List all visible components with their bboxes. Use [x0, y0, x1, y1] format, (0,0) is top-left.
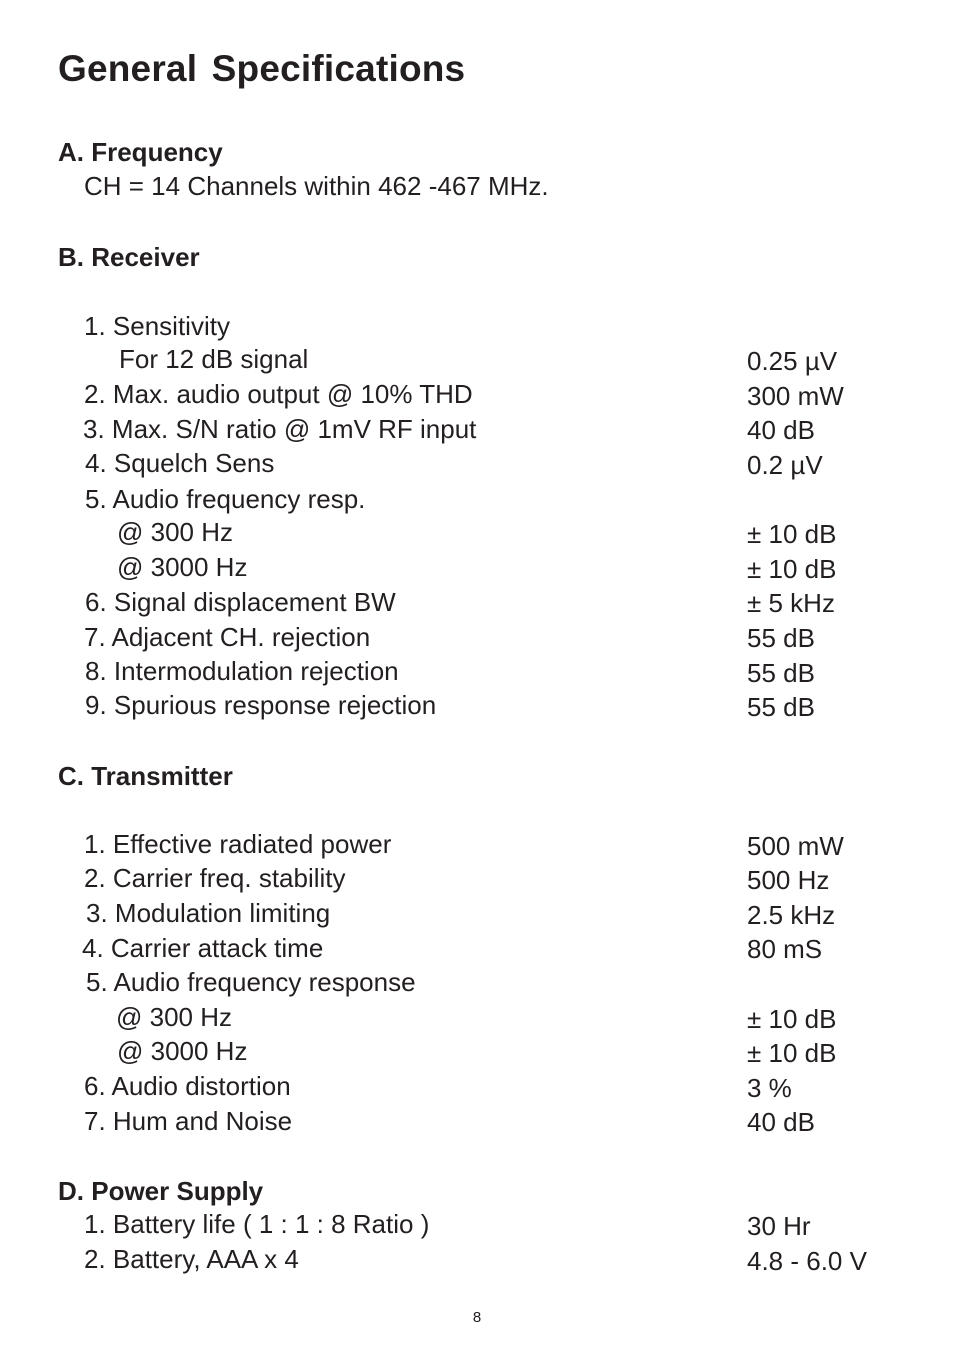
- transmitter-heading: C. Transmitter: [58, 761, 233, 791]
- power-battery-life-value: 30 Hr: [747, 1211, 811, 1241]
- receiver-adjacent-value: 55 dB: [747, 623, 815, 653]
- receiver-sensitivity-sub-label: For 12 dB signal: [119, 344, 309, 374]
- power-battery-value: 4.8 - 6.0 V: [747, 1246, 867, 1276]
- receiver-audio-freq-300-label: @ 300 Hz: [117, 517, 233, 547]
- receiver-squelch-value: 0.2 µV: [747, 450, 823, 480]
- transmitter-audio-freq-label: 5. Audio frequency response: [86, 967, 416, 997]
- transmitter-modulation-value: 2.5 kHz: [747, 900, 836, 930]
- receiver-audio-freq-label: 5. Audio frequency resp.: [85, 484, 366, 514]
- receiver-displacement-label: 6. Signal displacement BW: [85, 587, 396, 617]
- receiver-audio-freq-3000-value: ± 10 dB: [747, 554, 837, 584]
- transmitter-audio-freq-300-label: @ 300 Hz: [116, 1002, 232, 1032]
- receiver-heading: B. Receiver: [58, 242, 200, 272]
- transmitter-distortion-value: 3 %: [747, 1073, 792, 1103]
- receiver-audio-output-value: 300 mW: [747, 381, 844, 411]
- transmitter-hum-label: 7. Hum and Noise: [84, 1106, 293, 1136]
- transmitter-stability-value: 500 Hz: [747, 865, 830, 895]
- page-number: 8: [472, 1309, 482, 1326]
- receiver-audio-output-label: 2. Max. audio output @ 10% THD: [84, 379, 473, 409]
- receiver-audio-freq-3000-label: @ 3000 Hz: [117, 552, 248, 582]
- transmitter-attack-value: 80 mS: [747, 934, 823, 964]
- transmitter-audio-freq-300-value: ± 10 dB: [747, 1004, 837, 1034]
- receiver-intermod-label: 8. Intermodulation rejection: [85, 656, 399, 686]
- receiver-intermod-value: 55 dB: [747, 658, 815, 688]
- receiver-sensitivity-label: 1. Sensitivity: [84, 311, 230, 341]
- transmitter-distortion-label: 6. Audio distortion: [84, 1071, 291, 1101]
- power-battery-life-label: 1. Battery life ( 1 : 1 : 8 Ratio ): [84, 1209, 430, 1239]
- receiver-displacement-value: ± 5 kHz: [747, 588, 835, 618]
- frequency-text: CH = 14 Channels within 462 -467 MHz.: [84, 171, 549, 201]
- transmitter-hum-value: 40 dB: [747, 1107, 815, 1137]
- transmitter-stability-label: 2. Carrier freq. stability: [84, 863, 346, 893]
- transmitter-erp-label: 1. Effective radiated power: [84, 829, 392, 859]
- power-battery-label: 2. Battery, AAA x 4: [84, 1244, 299, 1274]
- receiver-audio-freq-300-value: ± 10 dB: [747, 519, 837, 549]
- receiver-sn-ratio-value: 40 dB: [747, 415, 815, 445]
- transmitter-audio-freq-3000-label: @ 3000 Hz: [117, 1036, 248, 1066]
- receiver-sn-ratio-label: 3. Max. S/N ratio @ 1mV RF input: [83, 414, 477, 444]
- transmitter-erp-value: 500 mW: [747, 831, 844, 861]
- transmitter-attack-label: 4. Carrier attack time: [82, 933, 324, 963]
- receiver-spurious-label: 9. Spurious response rejection: [85, 690, 437, 720]
- receiver-adjacent-label: 7. Adjacent CH. rejection: [84, 622, 371, 652]
- page-title: General Specifications: [58, 48, 466, 89]
- frequency-heading: A. Frequency: [58, 137, 223, 167]
- power-heading: D. Power Supply: [58, 1176, 264, 1206]
- receiver-sensitivity-value: 0.25 µV: [747, 346, 838, 376]
- transmitter-modulation-label: 3. Modulation limiting: [86, 898, 331, 928]
- receiver-squelch-label: 4. Squelch Sens: [85, 448, 275, 478]
- receiver-spurious-value: 55 dB: [747, 692, 815, 722]
- transmitter-audio-freq-3000-value: ± 10 dB: [747, 1038, 837, 1068]
